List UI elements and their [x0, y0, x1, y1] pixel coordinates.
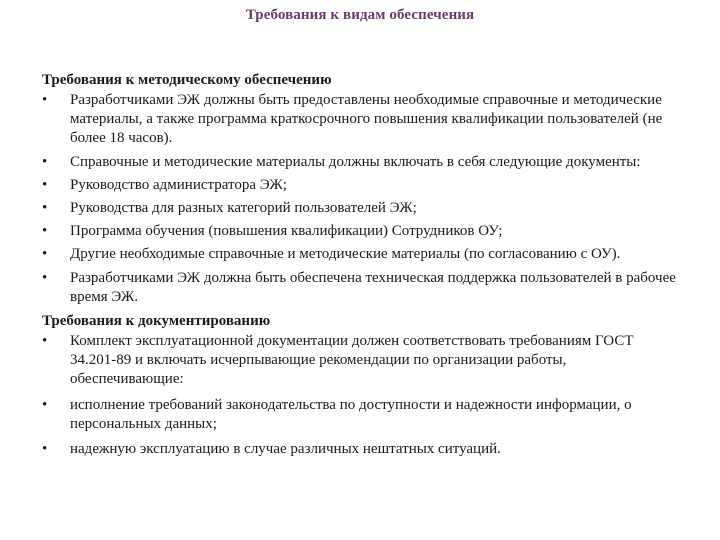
list-item-text: Комплект эксплуатационной документации должен соответствовать требованиям ГОСТ 34.201-89 и включать исчерпывающие рекомендации по организации работы, обеспечивающие: — [70, 333, 634, 388]
slide-title: Требования к видам обеспечения — [245, 7, 475, 23]
list-item — [42, 440, 682, 459]
list-item — [42, 245, 682, 264]
list-item-text: Другие необходимые справочные и методические материалы (по согласованию с ОУ). — [70, 246, 621, 263]
list-item — [42, 396, 682, 434]
bullet-icon: • — [42, 176, 48, 193]
section-documentation — [42, 311, 682, 459]
bullet-icon: • — [42, 269, 48, 286]
list-item-text: Руководство администратора ЭЖ; — [70, 176, 287, 193]
bullet-icon: • — [42, 396, 48, 413]
list-item — [42, 269, 682, 307]
bullet-icon: • — [42, 441, 48, 458]
list-item-text: Разработчиками ЭЖ должна быть обеспечена техническая поддержка пользователей в рабочее время ЭЖ. — [70, 269, 676, 305]
list-item — [42, 332, 682, 390]
list-item-text: Разработчиками ЭЖ должны быть предоставлены необходимые справочные и методические материалы, а также программа краткосрочного повышения квалификации пользователей (не более 18 часов). — [70, 92, 663, 147]
list-item-text: Руководства для разных категорий пользователей ЭЖ; — [70, 200, 417, 217]
list-item-text: Справочные и методические материалы должны включать в себя следующие документы: — [70, 153, 641, 170]
slide-content — [42, 70, 682, 465]
bullet-list — [42, 332, 682, 459]
bullet-list — [42, 91, 682, 307]
list-item-text: исполнение требований законодательства по доступности и надежности информации, о персональных данных; — [70, 396, 632, 432]
list-item — [42, 222, 682, 241]
bullet-icon: • — [42, 200, 48, 217]
list-item-text: надежную эксплуатацию в случае различных нештатных ситуаций. — [70, 441, 501, 458]
bullet-icon: • — [42, 92, 48, 108]
bullet-icon: • — [42, 333, 48, 350]
list-item — [42, 199, 682, 218]
section-heading: Требования к методическому обеспечению — [42, 72, 332, 88]
bullet-icon: • — [42, 223, 48, 240]
section-methodical — [42, 70, 682, 307]
section-heading: Требования к документированию — [42, 313, 271, 330]
bullet-icon: • — [42, 153, 48, 170]
list-item-text: Программа обучения (повышения квалификации) Сотрудников ОУ; — [70, 223, 503, 240]
list-item — [42, 91, 682, 149]
list-item — [42, 176, 682, 195]
bullet-icon: • — [42, 246, 48, 263]
list-item — [42, 153, 682, 172]
